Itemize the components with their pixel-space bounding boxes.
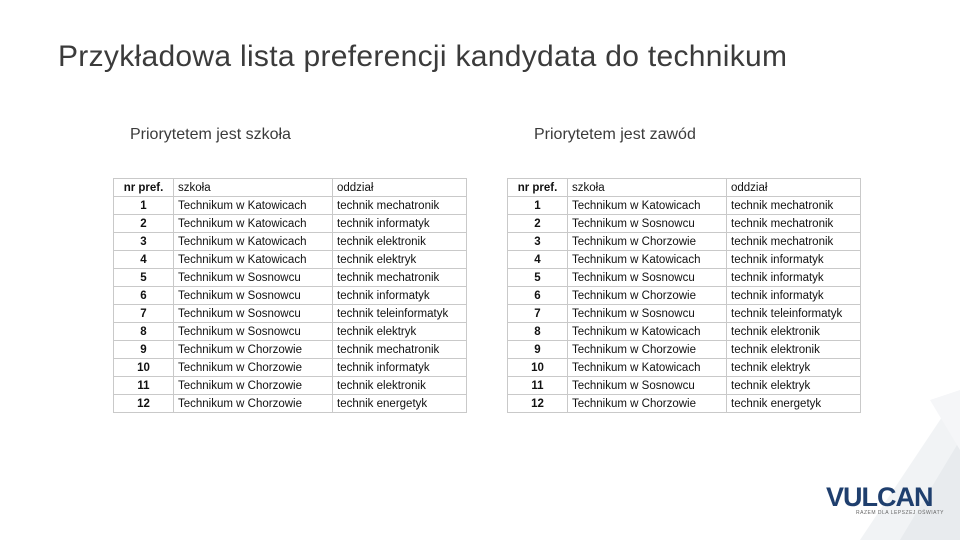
row-class: technik mechatronik	[727, 197, 861, 215]
row-class: technik mechatronik	[333, 269, 467, 287]
row-nr: 5	[114, 269, 174, 287]
table-row	[508, 305, 861, 323]
row-class: technik energetyk	[727, 395, 861, 413]
column-header-class: oddział	[727, 179, 861, 197]
table-row	[508, 323, 861, 341]
row-nr: 8	[114, 323, 174, 341]
row-school: Technikum w Chorzowie	[568, 395, 727, 413]
row-nr: 2	[508, 215, 568, 233]
row-school: Technikum w Sosnowcu	[174, 287, 333, 305]
table-row	[508, 395, 861, 413]
table-row	[508, 251, 861, 269]
row-nr: 11	[508, 377, 568, 395]
row-class: technik mechatronik	[727, 233, 861, 251]
table-row	[114, 377, 467, 395]
row-school: Technikum w Katowicach	[174, 197, 333, 215]
row-nr: 12	[508, 395, 568, 413]
row-nr: 9	[508, 341, 568, 359]
table-row	[114, 233, 467, 251]
row-nr: 12	[114, 395, 174, 413]
column-header-class: oddział	[333, 179, 467, 197]
row-school: Technikum w Sosnowcu	[568, 377, 727, 395]
table-row	[114, 323, 467, 341]
table-row	[508, 197, 861, 215]
row-class: technik teleinformatyk	[333, 305, 467, 323]
row-school: Technikum w Katowicach	[568, 251, 727, 269]
row-nr: 6	[114, 287, 174, 305]
row-class: technik elektronik	[333, 377, 467, 395]
row-school: Technikum w Sosnowcu	[174, 305, 333, 323]
row-school: Technikum w Katowicach	[174, 215, 333, 233]
row-nr: 1	[508, 197, 568, 215]
row-class: technik teleinformatyk	[727, 305, 861, 323]
row-class: technik informatyk	[333, 215, 467, 233]
table-row	[114, 251, 467, 269]
row-class: technik mechatronik	[333, 197, 467, 215]
row-school: Technikum w Sosnowcu	[174, 323, 333, 341]
table-row	[114, 395, 467, 413]
row-school: Technikum w Katowicach	[568, 197, 727, 215]
row-school: Technikum w Chorzowie	[568, 233, 727, 251]
profession-priority-table	[507, 178, 861, 413]
row-school: Technikum w Katowicach	[174, 233, 333, 251]
row-school: Technikum w Sosnowcu	[568, 305, 727, 323]
row-nr: 6	[508, 287, 568, 305]
row-class: technik elektronik	[727, 323, 861, 341]
row-school: Technikum w Chorzowie	[174, 359, 333, 377]
row-nr: 9	[114, 341, 174, 359]
row-nr: 5	[508, 269, 568, 287]
row-class: technik informatyk	[333, 359, 467, 377]
table-row	[114, 359, 467, 377]
row-class: technik informatyk	[727, 269, 861, 287]
row-nr: 11	[114, 377, 174, 395]
row-nr: 7	[508, 305, 568, 323]
row-school: Technikum w Chorzowie	[174, 377, 333, 395]
row-nr: 3	[114, 233, 174, 251]
table-row	[114, 215, 467, 233]
column-header-nr: nr pref.	[114, 179, 174, 197]
row-school: Technikum w Katowicach	[174, 251, 333, 269]
table-row	[114, 287, 467, 305]
table-row	[508, 377, 861, 395]
row-school: Technikum w Chorzowie	[174, 341, 333, 359]
table-row	[508, 269, 861, 287]
row-nr: 4	[114, 251, 174, 269]
logo-text: VULCAN	[826, 482, 933, 512]
row-school: Technikum w Sosnowcu	[568, 215, 727, 233]
row-school: Technikum w Chorzowie	[568, 287, 727, 305]
slide-title: Przykładowa lista preferencji kandydata do technikum	[58, 40, 788, 73]
table-row	[508, 287, 861, 305]
column-header-school: szkoła	[174, 179, 333, 197]
table-header-row	[114, 179, 467, 197]
row-school: Technikum w Chorzowie	[568, 341, 727, 359]
table-row	[508, 359, 861, 377]
row-class: technik informatyk	[333, 287, 467, 305]
row-school: Technikum w Katowicach	[568, 323, 727, 341]
row-class: technik elektryk	[727, 377, 861, 395]
table-header-row	[508, 179, 861, 197]
row-nr: 2	[114, 215, 174, 233]
table-row	[508, 215, 861, 233]
row-nr: 3	[508, 233, 568, 251]
row-class: technik informatyk	[727, 251, 861, 269]
decorative-triangles	[820, 380, 960, 540]
row-class: technik elektryk	[333, 251, 467, 269]
row-class: technik elektronik	[333, 233, 467, 251]
table-row	[508, 341, 861, 359]
school-priority-table	[113, 178, 467, 413]
row-nr: 10	[114, 359, 174, 377]
row-nr: 8	[508, 323, 568, 341]
row-school: Technikum w Chorzowie	[174, 395, 333, 413]
row-class: technik elektryk	[333, 323, 467, 341]
row-class: technik elektronik	[727, 341, 861, 359]
row-school: Technikum w Katowicach	[568, 359, 727, 377]
table-row	[114, 269, 467, 287]
row-nr: 4	[508, 251, 568, 269]
column-header-nr: nr pref.	[508, 179, 568, 197]
row-school: Technikum w Sosnowcu	[174, 269, 333, 287]
vulcan-logo	[826, 482, 933, 513]
row-nr: 7	[114, 305, 174, 323]
table-row	[508, 233, 861, 251]
logo-tagline: RAZEM DLA LEPSZEJ OŚWIATY	[856, 510, 944, 516]
left-table-heading: Priorytetem jest szkoła	[130, 126, 291, 143]
table-row	[114, 197, 467, 215]
table-row	[114, 341, 467, 359]
row-class: technik informatyk	[727, 287, 861, 305]
right-table-heading: Priorytetem jest zawód	[534, 126, 696, 143]
row-class: technik mechatronik	[727, 215, 861, 233]
row-class: technik mechatronik	[333, 341, 467, 359]
column-header-school: szkoła	[568, 179, 727, 197]
row-class: technik elektryk	[727, 359, 861, 377]
row-class: technik energetyk	[333, 395, 467, 413]
row-nr: 10	[508, 359, 568, 377]
row-school: Technikum w Sosnowcu	[568, 269, 727, 287]
table-row	[114, 305, 467, 323]
row-nr: 1	[114, 197, 174, 215]
